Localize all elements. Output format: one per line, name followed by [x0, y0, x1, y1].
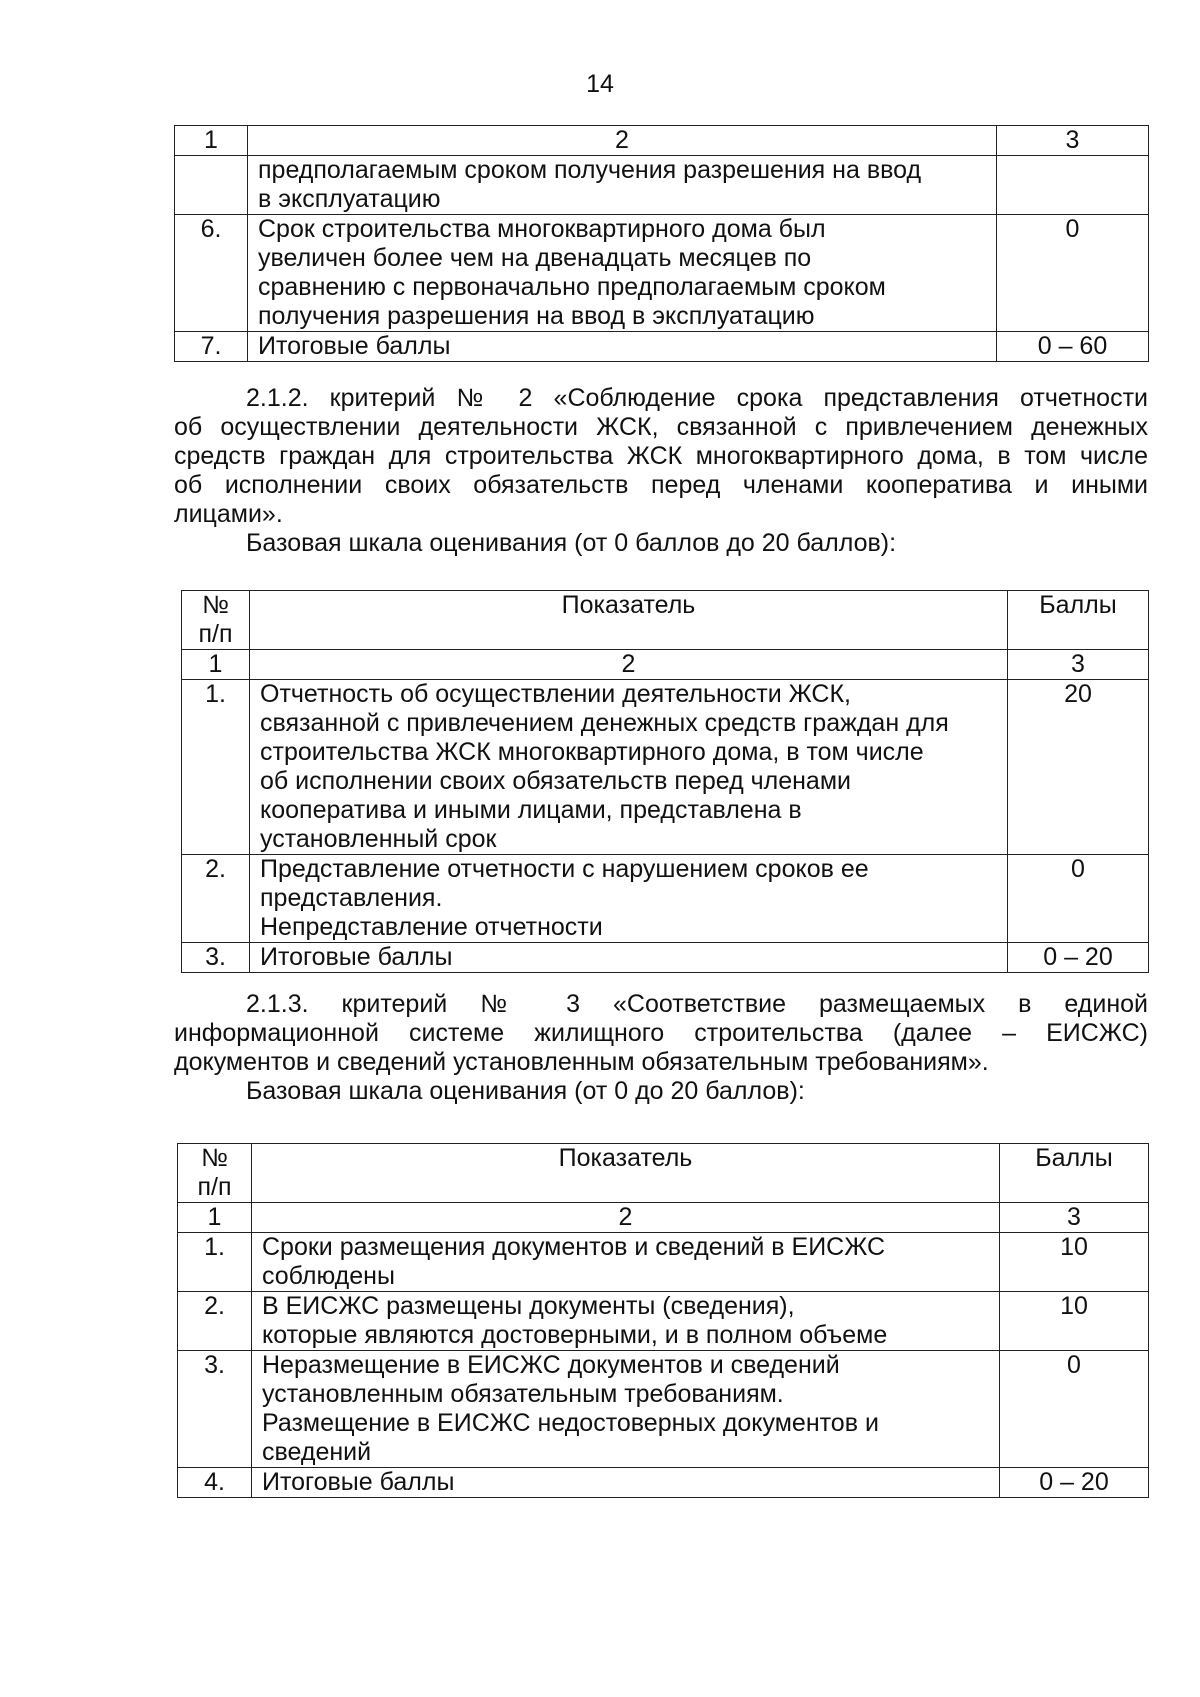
row-score: 10	[1000, 1292, 1149, 1351]
table-row	[175, 332, 1149, 362]
col-number-1: 1	[182, 650, 250, 680]
column-number-row	[178, 1203, 1149, 1233]
row-score: 0	[997, 215, 1149, 332]
paragraph-line: средств граждан для строительства ЖСК многоквартирного дома, в том числе	[174, 442, 1148, 470]
indicator-line: связанной с привлечением денежных средств граждан для	[260, 709, 949, 737]
indicator-line: Представление отчетности с нарушением сроков ее	[260, 855, 869, 883]
row-indicator	[252, 1292, 1000, 1351]
row-indicator	[250, 943, 1008, 973]
indicator-line: соблюдены	[262, 1262, 395, 1290]
criterion-3-scale: Базовая шкала оценивания (от 0 до 20 баллов):	[246, 1077, 805, 1105]
paragraph-line: лицами».	[174, 500, 283, 528]
indicator-line: установленным обязательным требованиям.	[262, 1380, 784, 1408]
indicator-line: получения разрешения на ввод в эксплуатацию	[258, 302, 815, 330]
col-number-3: 3	[997, 126, 1149, 156]
table-row	[175, 156, 1149, 215]
row-score: 0	[1000, 1351, 1149, 1468]
row-number: 2.	[178, 1292, 252, 1351]
row-number: 6.	[175, 215, 248, 332]
col-number-2: 2	[248, 126, 997, 156]
indicator-line: Размещение в ЕИСЖС недостоверных документов и	[262, 1409, 879, 1437]
header-num-line: п/п	[198, 620, 233, 648]
header-num	[178, 1144, 252, 1203]
indicator-line: об исполнении своих обязательств перед членами	[260, 767, 851, 795]
table-row	[178, 1233, 1149, 1292]
row-number: 3.	[178, 1351, 252, 1468]
column-number-row	[182, 650, 1149, 680]
header-indicator: Показатель	[250, 591, 1008, 650]
row-indicator	[250, 680, 1008, 855]
row-score: 0 – 60	[997, 332, 1149, 362]
indicator-line: В ЕИСЖС размещены документы (сведения),	[262, 1292, 795, 1320]
row-indicator	[248, 332, 997, 362]
row-number: 7.	[175, 332, 248, 362]
indicator-line: предполагаемым сроком получения разрешения на ввод	[258, 156, 922, 184]
header-num-line: №	[202, 591, 229, 619]
criterion-2-scale: Базовая шкала оценивания (от 0 баллов до 20 баллов):	[246, 529, 897, 557]
col-number-1: 1	[178, 1203, 252, 1233]
row-indicator	[252, 1233, 1000, 1292]
indicator-line: в эксплуатацию	[258, 185, 441, 213]
table-row	[178, 1292, 1149, 1351]
row-score: 10	[1000, 1233, 1149, 1292]
row-score	[997, 156, 1149, 215]
row-indicator	[250, 855, 1008, 943]
paragraph-line: документов и сведений установленным обязательным требованиям».	[174, 1048, 989, 1076]
row-number: 1.	[178, 1233, 252, 1292]
indicator-line: Отчетность об осуществлении деятельности ЖСК,	[260, 680, 851, 708]
table-row	[175, 215, 1149, 332]
criterion-3-table	[177, 1143, 1149, 1498]
row-indicator	[248, 215, 997, 332]
indicator-line: установленный срок	[260, 825, 497, 853]
indicator-line: Итоговые баллы	[260, 943, 453, 971]
indicator-line: Сроки размещения документов и сведений в ЕИСЖС	[262, 1233, 886, 1261]
indicator-line: Непредставление отчетности	[260, 913, 603, 941]
table-row	[182, 943, 1149, 973]
header-num	[182, 591, 250, 650]
row-number	[175, 156, 248, 215]
header-num-line: №	[201, 1144, 228, 1172]
header-row	[178, 1144, 1149, 1203]
header-score: Баллы	[1000, 1144, 1149, 1203]
indicator-line: Неразмещение в ЕИСЖС документов и сведений	[262, 1351, 840, 1379]
header-indicator: Показатель	[252, 1144, 1000, 1203]
row-score: 20	[1008, 680, 1149, 855]
page-number: 14	[586, 70, 614, 98]
continuation-table	[174, 125, 1149, 362]
col-number-3: 3	[1000, 1203, 1149, 1233]
indicator-line: сравнению с первоначально предполагаемым сроком	[258, 273, 886, 301]
col-number-1: 1	[175, 126, 248, 156]
criterion-2-paragraph	[174, 384, 1148, 529]
col-number-2: 2	[250, 650, 1008, 680]
column-number-row	[175, 126, 1149, 156]
row-score: 0 – 20	[1000, 1468, 1149, 1498]
table-row	[182, 855, 1149, 943]
row-indicator	[248, 156, 997, 215]
table-row	[178, 1468, 1149, 1498]
paragraph-line: информационной системе жилищного строительства (далее – ЕИСЖС)	[174, 1019, 1148, 1047]
table-row	[182, 680, 1149, 855]
criterion-2-table	[181, 590, 1149, 973]
row-number: 1.	[182, 680, 250, 855]
indicator-line: увеличен более чем на двенадцать месяцев по	[258, 244, 812, 272]
header-num-line: п/п	[197, 1173, 232, 1201]
indicator-line: кооператива и иными лицами, представлена в	[260, 796, 802, 824]
row-score: 0	[1008, 855, 1149, 943]
row-number: 2.	[182, 855, 250, 943]
indicator-line: Срок строительства многоквартирного дома был	[258, 215, 826, 243]
table-row	[178, 1351, 1149, 1468]
paragraph-line: об исполнении своих обязательств перед членами кооператива и иными	[174, 471, 1148, 499]
row-number: 3.	[182, 943, 250, 973]
indicator-line: представления.	[260, 884, 443, 912]
header-score: Баллы	[1008, 591, 1149, 650]
criterion-3-paragraph	[174, 990, 1148, 1077]
row-indicator	[252, 1468, 1000, 1498]
indicator-line: строительства ЖСК многоквартирного дома, в том числе	[260, 738, 924, 766]
paragraph-line: 2.1.2. критерий № 2 «Соблюдение срока представления отчетности	[246, 384, 1148, 412]
row-number: 4.	[178, 1468, 252, 1498]
paragraph-line: об осуществлении деятельности ЖСК, связанной с привлечением денежных	[174, 413, 1148, 441]
paragraph-line: 2.1.3. критерий № 3 «Соответствие размещаемых в единой	[246, 990, 1148, 1018]
row-score: 0 – 20	[1008, 943, 1149, 973]
indicator-line: Итоговые баллы	[262, 1468, 455, 1496]
header-row	[182, 591, 1149, 650]
col-number-3: 3	[1008, 650, 1149, 680]
indicator-line: которые являются достоверными, и в полном объеме	[262, 1321, 888, 1349]
indicator-line: Итоговые баллы	[258, 332, 451, 360]
row-indicator	[252, 1351, 1000, 1468]
indicator-line: сведений	[262, 1438, 372, 1466]
col-number-2: 2	[252, 1203, 1000, 1233]
